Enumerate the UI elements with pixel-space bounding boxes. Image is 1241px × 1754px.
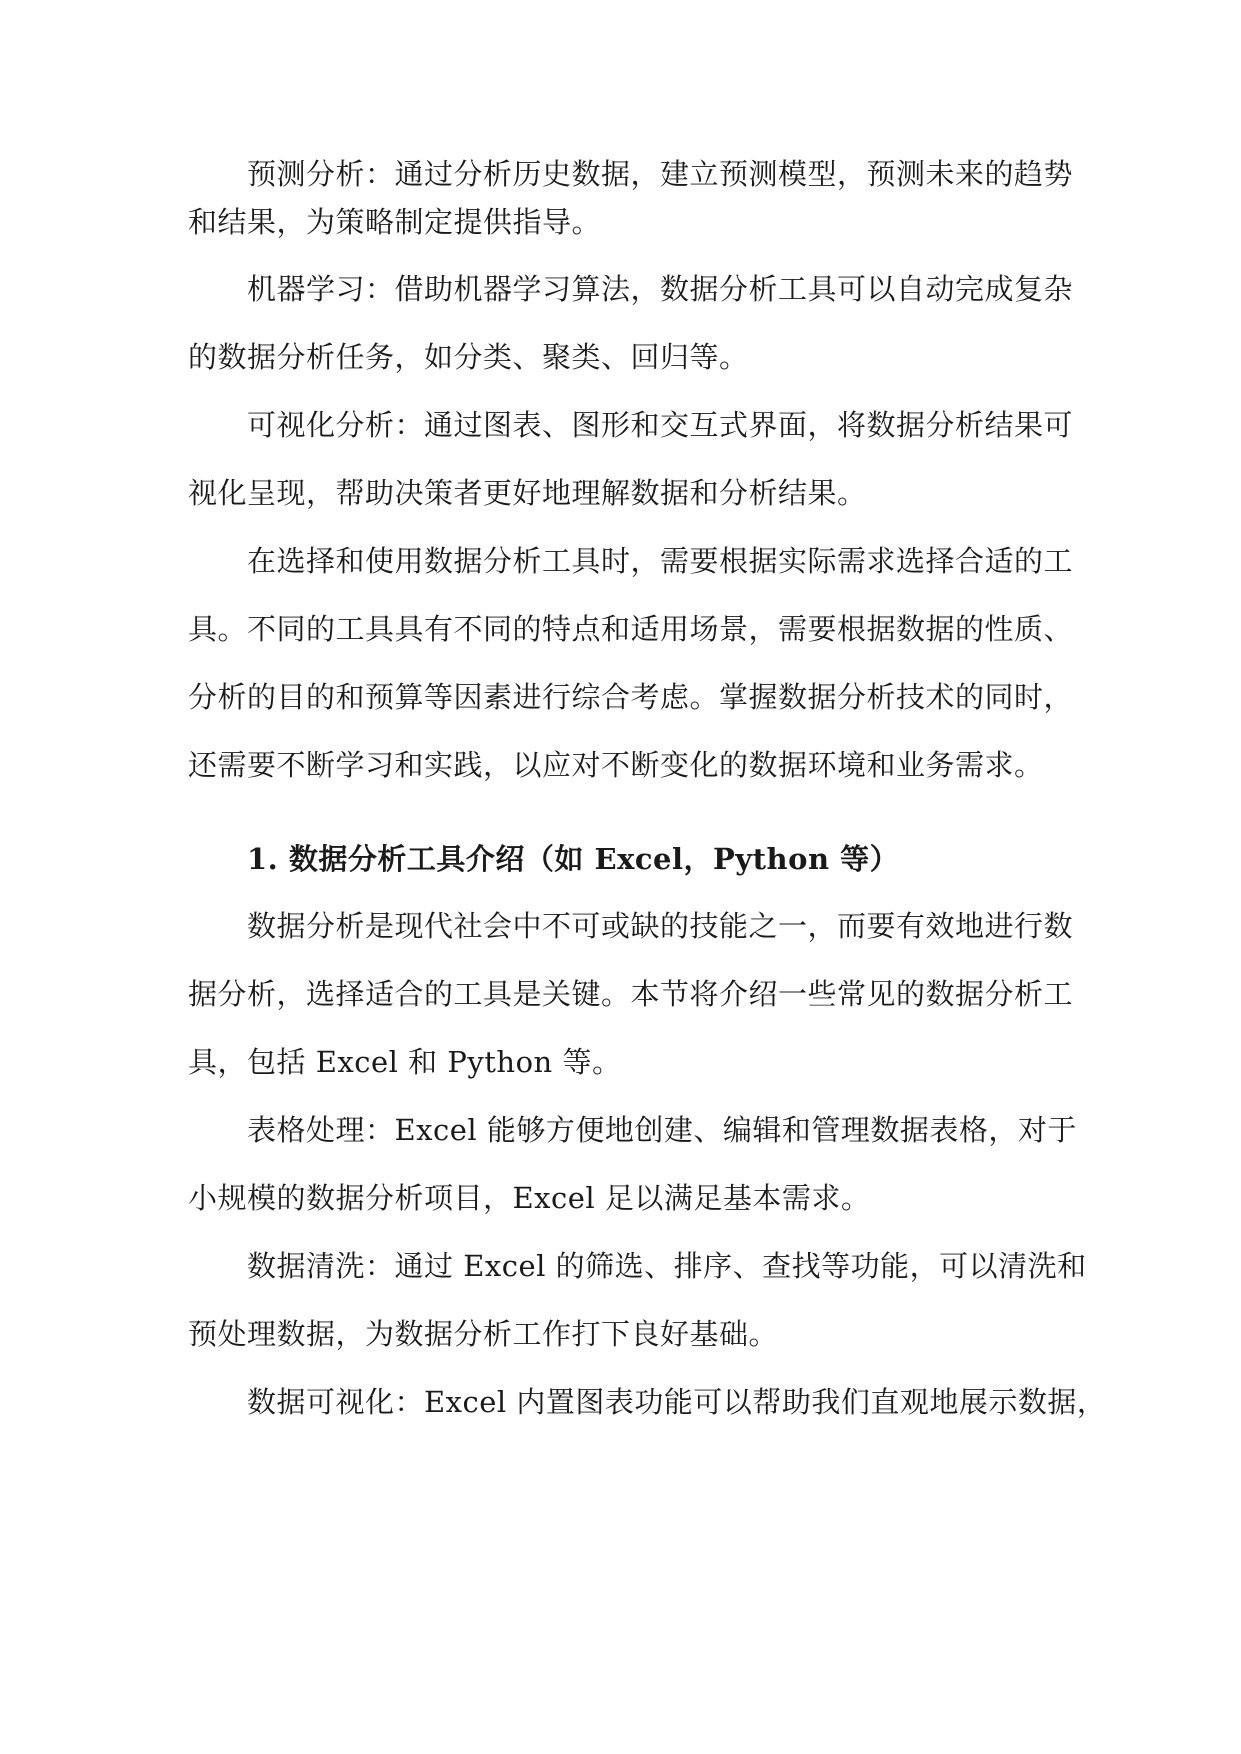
paragraph-line: 预处理数据，为数据分析工作打下良好基础。 <box>188 1317 779 1351</box>
paragraph-line: 在选择和使用数据分析工具时，需要根据实际需求选择合适的工 <box>247 544 1074 578</box>
paragraph-line: 据分析，选择适合的工具是关键。本节将介绍一些常见的数据分析工 <box>188 977 1074 1011</box>
paragraph-line: 数据可视化：Excel 内置图表功能可以帮助我们直观地展示数据， <box>247 1385 1107 1419</box>
paragraph-line: 具，包括 Excel 和 Python 等。 <box>188 1045 622 1079</box>
paragraph-line: 数据分析是现代社会中不可或缺的技能之一，而要有效地进行数 <box>247 909 1074 943</box>
paragraph-line: 可视化分析：通过图表、图形和交互式界面，将数据分析结果可 <box>247 408 1074 442</box>
paragraph-line: 视化呈现，帮助决策者更好地理解数据和分析结果。 <box>188 476 867 510</box>
paragraph-line: 机器学习：借助机器学习算法，数据分析工具可以自动完成复杂 <box>247 272 1074 306</box>
paragraph-line: 和结果，为策略制定提供指导。 <box>188 205 602 239</box>
paragraph-line: 表格处理：Excel 能够方便地创建、编辑和管理数据表格，对于 <box>247 1113 1077 1147</box>
paragraph-line: 分析的目的和预算等因素进行综合考虑。掌握数据分析技术的同时， <box>188 680 1074 714</box>
paragraph-line: 的数据分析任务，如分类、聚类、回归等。 <box>188 340 749 374</box>
paragraph-line: 预测分析：通过分析历史数据，建立预测模型，预测未来的趋势 <box>247 157 1074 191</box>
paragraph-line: 数据清洗：通过 Excel 的筛选、排序、查找等功能，可以清洗和 <box>247 1249 1087 1283</box>
paragraph-line: 具。不同的工具具有不同的特点和适用场景，需要根据数据的性质、 <box>188 612 1074 646</box>
paragraph-line: 小规模的数据分析项目，Excel 足以满足基本需求。 <box>188 1181 871 1215</box>
paragraph-line: 还需要不断学习和实践，以应对不断变化的数据环境和业务需求。 <box>188 748 1044 782</box>
section-heading: 1. 数据分析工具介绍（如 Excel，Python 等） <box>247 842 900 876</box>
